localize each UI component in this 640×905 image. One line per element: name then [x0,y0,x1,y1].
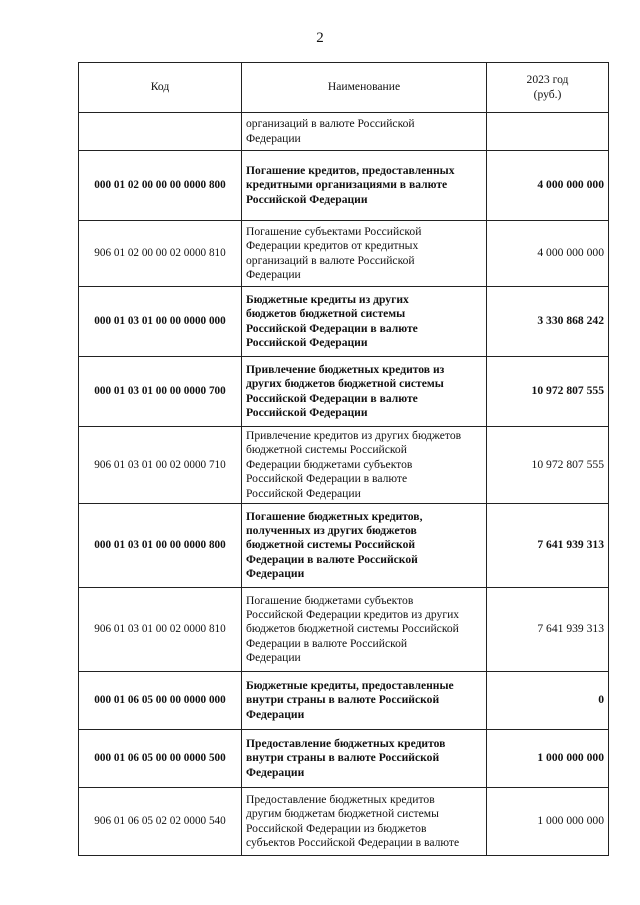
row-name-line: Федерации в валюте Российской [246,552,418,566]
row-name-line: внутри страны в валюте Российской [246,751,440,765]
row-name [242,287,487,357]
row-name-line: организаций в валюте Российской [246,117,415,131]
row-name-line: Федерации [246,707,305,721]
row-amount: 1 000 000 000 [487,730,609,788]
row-amount: 1 000 000 000 [487,788,609,856]
row-name [242,588,487,672]
row-code: 000 01 03 01 00 00 0000 700 [79,357,242,427]
table-row [79,504,609,588]
row-name-line: Российской Федерации [246,405,368,419]
header-name: Наименование [242,63,487,113]
page-number: 2 [316,30,324,46]
budget-sources-table [78,62,609,856]
row-name-line: Российской Федерации [246,192,368,206]
row-amount [487,113,609,151]
row-name-line: Российской Федерации [246,486,361,500]
row-name [242,427,487,504]
header-year [487,63,609,113]
row-code: 906 01 02 00 00 02 0000 810 [79,221,242,287]
row-amount: 7 641 939 313 [487,588,609,672]
table-row [79,672,609,730]
row-name-line: Бюджетные кредиты из других [246,292,409,306]
table-row [79,788,609,856]
row-name [242,788,487,856]
row-name-line: других бюджетов бюджетной системы [246,377,444,391]
row-amount: 10 972 807 555 [487,427,609,504]
header-code: Код [79,63,242,113]
table-row [79,221,609,287]
row-name [242,221,487,287]
table-header-row [79,63,609,113]
row-name-line: Российской Федерации из бюджетов [246,821,427,835]
row-name-line: организаций в валюте Российской [246,253,415,267]
row-name-line: Погашение бюджетных кредитов, [246,509,423,523]
row-name [242,504,487,588]
table-row [79,357,609,427]
row-name [242,151,487,221]
row-name-line: Привлечение бюджетных кредитов из [246,362,445,376]
row-name-line: Погашение субъектами Российской [246,224,422,238]
row-name-line: Российской Федерации [246,335,368,349]
row-name-line: Российской Федерации в валюте [246,321,418,335]
row-amount: 7 641 939 313 [487,504,609,588]
row-name-line: Федерации [246,651,301,665]
row-name-line: внутри страны в валюте Российской [246,693,440,707]
header-year-label: 2023 год [526,73,569,87]
row-name-line: полученных из других бюджетов [246,523,417,537]
table-row [79,287,609,357]
row-name-line: Федерации [246,267,301,281]
row-name-line: бюджетной системы Российской [246,538,416,552]
row-name [242,357,487,427]
header-unit-label: (руб.) [533,87,562,101]
row-name-line: Федерации [246,131,301,145]
row-name-line: Федерации бюджетами субъектов [246,457,413,471]
row-name-line: Российской Федерации кредитов из других [246,607,460,621]
row-amount: 4 000 000 000 [487,221,609,287]
row-name-line: Предоставление бюджетных кредитов [246,792,435,806]
table-row [79,151,609,221]
row-amount: 3 330 868 242 [487,287,609,357]
row-name-line: Федерации в валюте Российской [246,636,408,650]
row-code: 000 01 03 01 00 00 0000 800 [79,504,242,588]
row-name-line: Федерации кредитов от кредитных [246,239,419,253]
row-name-line: Предоставление бюджетных кредитов [246,736,446,750]
table-row [79,427,609,504]
row-code: 906 01 03 01 00 02 0000 710 [79,427,242,504]
row-code: 906 01 06 05 02 02 0000 540 [79,788,242,856]
table-row [79,730,609,788]
row-name-line: Российской Федерации в валюте [246,472,408,486]
row-code: 000 01 03 01 00 00 0000 000 [79,287,242,357]
table-row [79,113,609,151]
row-amount: 4 000 000 000 [487,151,609,221]
row-name-line: Федерации [246,765,305,779]
row-amount: 10 972 807 555 [487,357,609,427]
row-name-line: Погашение бюджетами субъектов [246,593,414,607]
row-name [242,730,487,788]
row-name-line: Привлечение кредитов из других бюджетов [246,429,462,442]
row-name-line: Российской Федерации в валюте [246,391,418,405]
row-name-line: бюджетов бюджетной системы Российской [246,622,459,636]
row-name-line: кредитными организациями в валюте [246,178,448,192]
row-name-line: Бюджетные кредиты, предоставленные [246,678,454,692]
row-name-line: другим бюджетам бюджетной системы [246,807,439,821]
row-name-line: Федерации [246,567,305,581]
row-code: 000 01 02 00 00 00 0000 800 [79,151,242,221]
row-code: 000 01 06 05 00 00 0000 000 [79,672,242,730]
table-row [79,588,609,672]
row-name-line: бюджетов бюджетной системы [246,307,406,321]
row-name-line: Погашение кредитов, предоставленных [246,163,455,177]
row-code: 906 01 03 01 00 02 0000 810 [79,588,242,672]
row-amount: 0 [487,672,609,730]
row-name [242,672,487,730]
row-code: 000 01 06 05 00 00 0000 500 [79,730,242,788]
row-name-line: субъектов Российской Федерации в валюте [246,835,460,849]
row-name-line: бюджетной системы Российской [246,443,407,457]
row-name [242,113,487,151]
row-code [79,113,242,151]
